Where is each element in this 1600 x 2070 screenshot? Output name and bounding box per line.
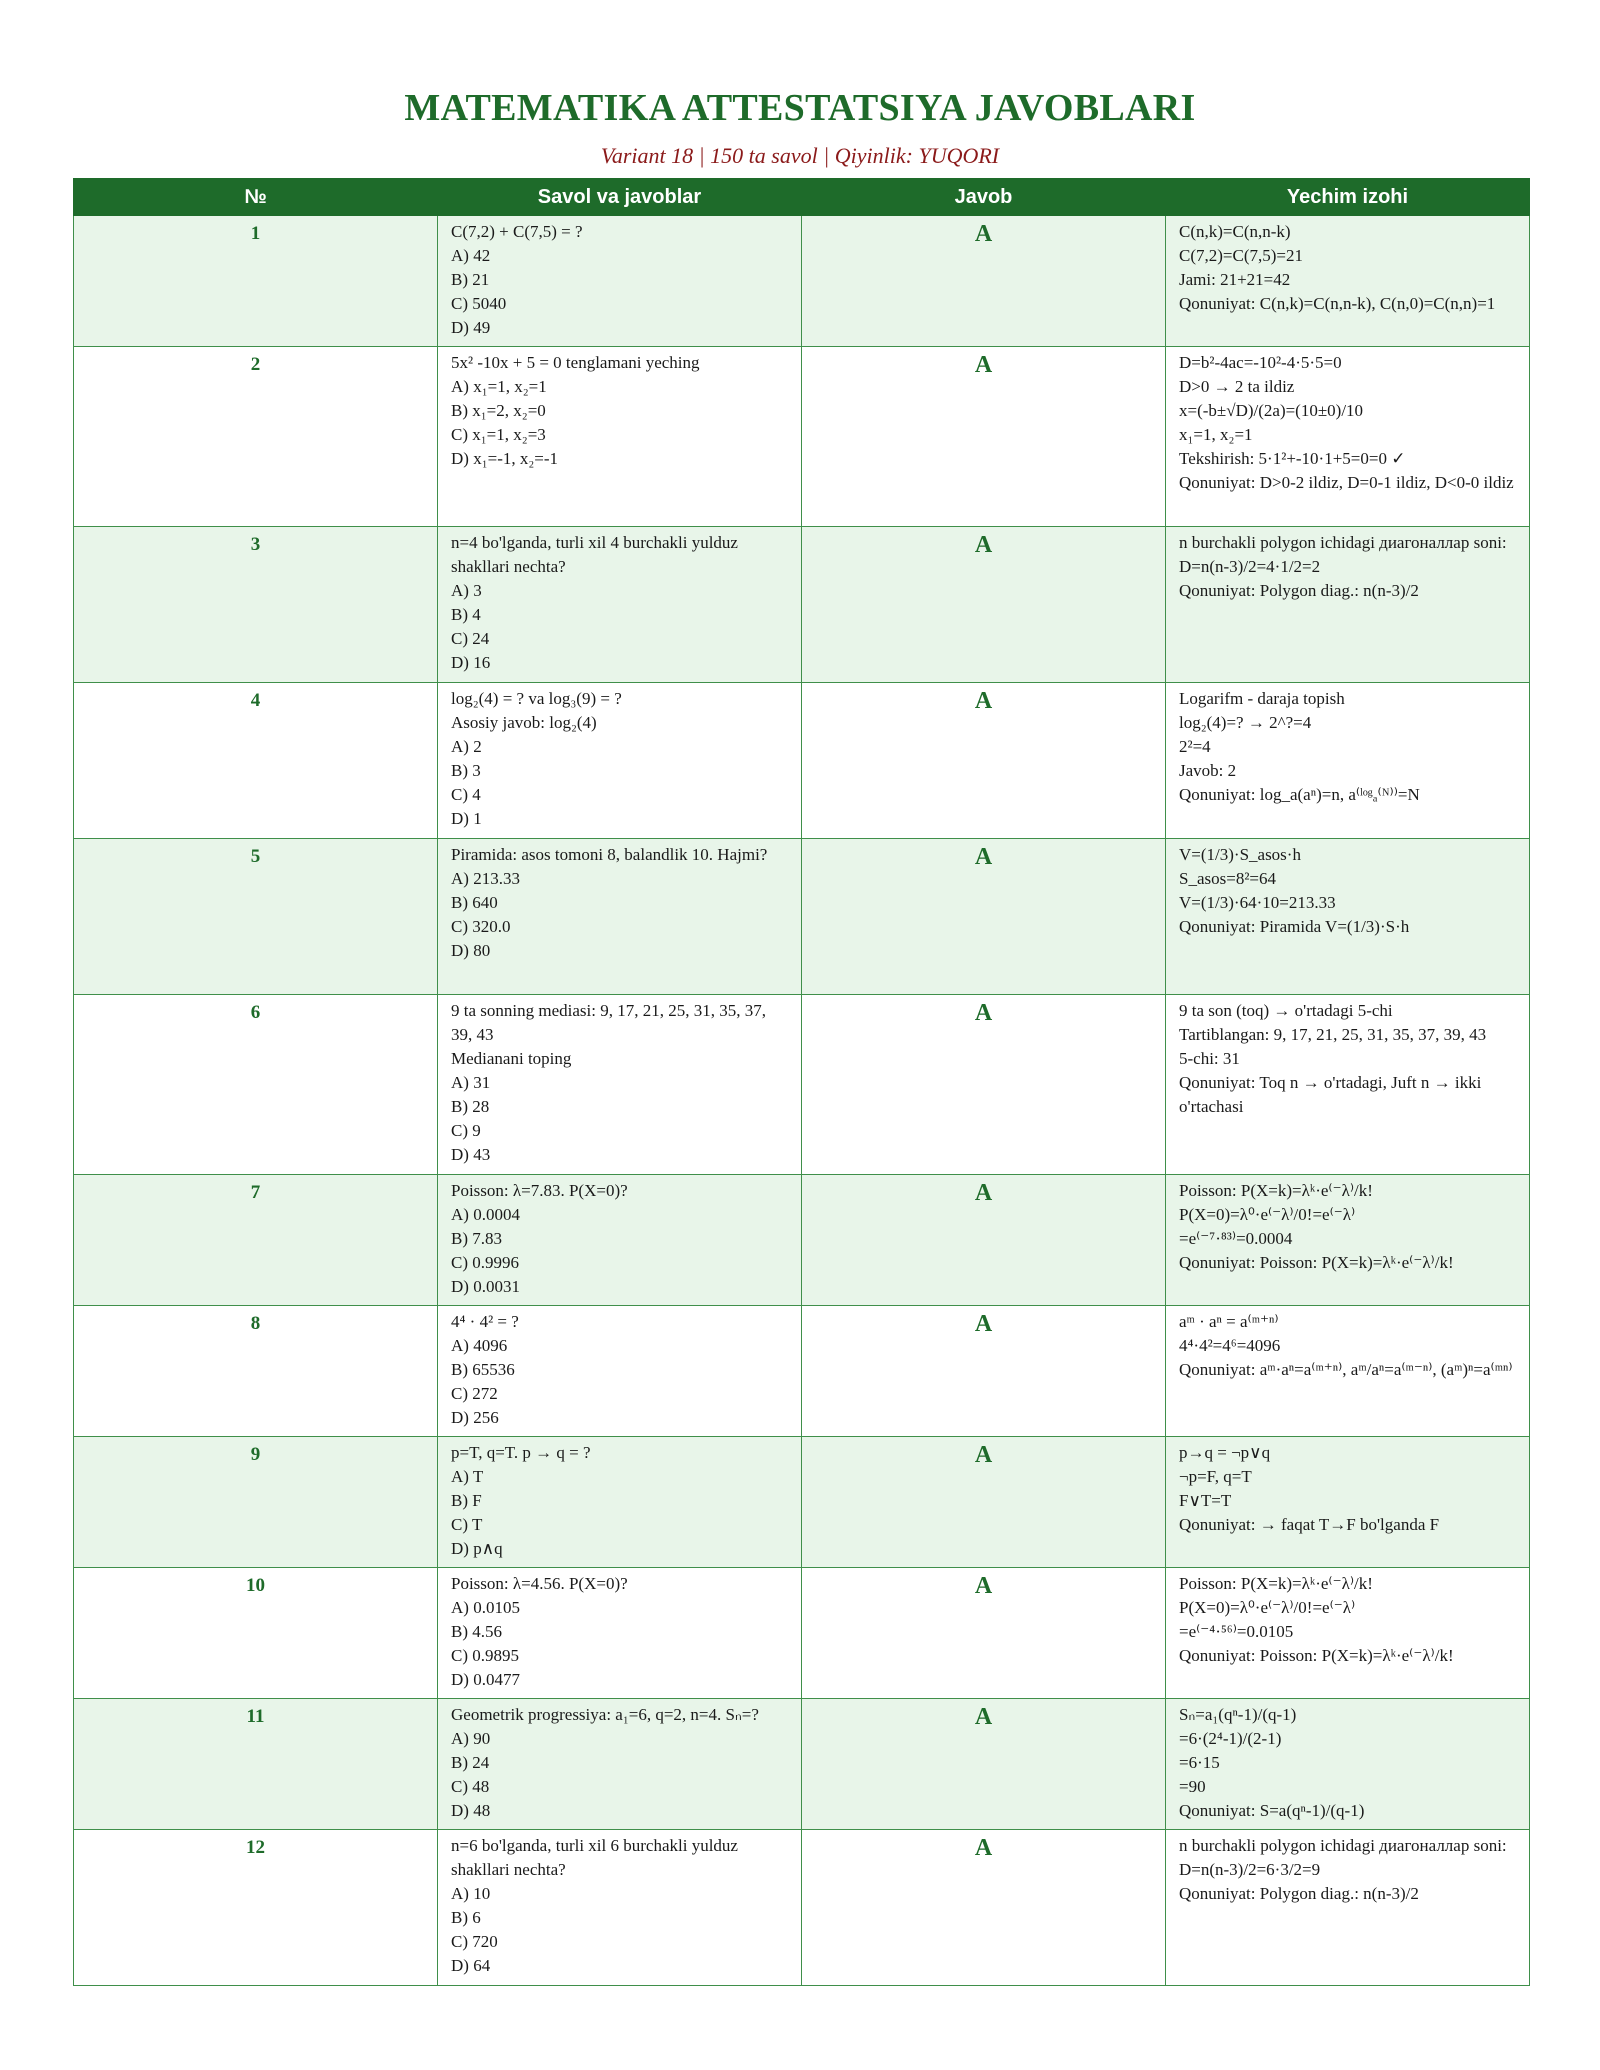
solution-cell bbox=[1166, 995, 1530, 1175]
table-row bbox=[74, 1437, 1530, 1568]
solution-line: Tekshirish: 5·1²+-10·1+5=0=0 ✓ bbox=[1179, 449, 1406, 468]
answer-option: C) 0.9895 bbox=[451, 1646, 519, 1665]
question-number: 9 bbox=[74, 1437, 438, 1568]
solution-line: log₂(4)=? → 2^?=4 bbox=[1179, 713, 1312, 732]
table-row bbox=[74, 995, 1530, 1175]
answer-option: A) 42 bbox=[451, 246, 491, 265]
table-row bbox=[74, 683, 1530, 839]
question-text: Poisson: λ=7.83. P(X=0)? bbox=[451, 1181, 628, 1200]
solution-cell bbox=[1166, 527, 1530, 683]
question-number: 1 bbox=[74, 216, 438, 347]
solution-line: Qonuniyat: Polygon diag.: n(n-3)/2 bbox=[1179, 581, 1419, 600]
solution-line: Qonuniyat: Piramida V=(1/3)·S·h bbox=[1179, 917, 1410, 936]
question-text: 4⁴ · 4² = ? bbox=[451, 1312, 519, 1331]
table-header bbox=[74, 179, 1530, 216]
question-number: 4 bbox=[74, 683, 438, 839]
solution-line: Qonuniyat: aᵐ·aⁿ=a⁽ᵐ⁺ⁿ⁾, aᵐ/aⁿ=a⁽ᵐ⁻ⁿ⁾, (aᵐ)ⁿ=a⁽ᵐⁿ⁾ bbox=[1179, 1360, 1513, 1379]
answer-option: C) 272 bbox=[451, 1384, 498, 1403]
question-cell bbox=[438, 527, 802, 683]
solution-cell bbox=[1166, 839, 1530, 995]
answer-option: C) 24 bbox=[451, 629, 490, 648]
solution-line: Qonuniyat: Poisson: P(X=k)=λᵏ·e⁽⁻λ⁾/k! bbox=[1179, 1646, 1454, 1665]
page-title: MATEMATIKA ATTESTATSIYA JAVOBLARI bbox=[404, 87, 1196, 129]
question-cell bbox=[438, 683, 802, 839]
table-row bbox=[74, 1306, 1530, 1437]
table-row bbox=[74, 347, 1530, 527]
answer-option: Medianani toping bbox=[451, 1049, 572, 1068]
answer-option: D) p∧q bbox=[451, 1539, 503, 1558]
answer-option: C) 4 bbox=[451, 785, 481, 804]
answer-option: B) F bbox=[451, 1491, 482, 1510]
correct-answer: A bbox=[802, 683, 1166, 839]
table-row bbox=[74, 1830, 1530, 1986]
answer-option: D) 256 bbox=[451, 1408, 499, 1427]
answer-option: B) 28 bbox=[451, 1097, 490, 1116]
solution-line: =90 bbox=[1179, 1777, 1206, 1796]
solution-line: Logarifm - daraja topish bbox=[1179, 689, 1345, 708]
question-text: Poisson: λ=4.56. P(X=0)? bbox=[451, 1574, 628, 1593]
correct-answer: A bbox=[802, 995, 1166, 1175]
question-number: 10 bbox=[74, 1568, 438, 1699]
answer-option: C) 0.9996 bbox=[451, 1253, 519, 1272]
solution-line: D=b²-4ac=-10²-4·5·5=0 bbox=[1179, 353, 1342, 372]
table-row bbox=[74, 839, 1530, 995]
table-row bbox=[74, 1175, 1530, 1306]
solution-line: n burchakli polygon ichidagi диагоналлар soni: bbox=[1179, 533, 1507, 552]
solution-line: Qonuniyat: Poisson: P(X=k)=λᵏ·e⁽⁻λ⁾/k! bbox=[1179, 1253, 1454, 1272]
question-text: C(7,2) + C(7,5) = ? bbox=[451, 222, 583, 241]
answer-option: D) 43 bbox=[451, 1145, 491, 1164]
answer-option: A) 31 bbox=[451, 1073, 491, 1092]
solution-line: Tartiblangan: 9, 17, 21, 25, 31, 35, 37, 39, 43 bbox=[1179, 1025, 1487, 1044]
solution-cell bbox=[1166, 1175, 1530, 1306]
answer-option: D) 80 bbox=[451, 941, 491, 960]
header-row bbox=[74, 179, 1530, 216]
answer-option: A) T bbox=[451, 1467, 484, 1486]
solution-line: 9 ta son (toq) → o'rtadagi 5-chi bbox=[1179, 1001, 1393, 1020]
answer-option: B) 6 bbox=[451, 1908, 481, 1927]
solution-line: Qonuniyat: C(n,k)=C(n,n-k), C(n,0)=C(n,n)=1 bbox=[1179, 294, 1496, 313]
question-text: n=6 bo'lganda, turli xil 6 burchakli yulduz shakllari nechta? bbox=[451, 1836, 738, 1879]
solution-line: 5-chi: 31 bbox=[1179, 1049, 1240, 1068]
solution-line: Qonuniyat: Toq n → o'rtadagi, Juft n → ikki o'rtachasi bbox=[1179, 1073, 1482, 1116]
correct-answer: A bbox=[802, 347, 1166, 527]
column-header-question: Savol va javoblar bbox=[438, 179, 802, 216]
solution-line: Javob: 2 bbox=[1179, 761, 1237, 780]
solution-line: 4⁴·4²=4⁶=4096 bbox=[1179, 1336, 1281, 1355]
solution-line: V=(1/3)·S_asos·h bbox=[1179, 845, 1301, 864]
question-cell bbox=[438, 1437, 802, 1568]
answer-option: A) 4096 bbox=[451, 1336, 508, 1355]
answer-option: A) 0.0105 bbox=[451, 1598, 520, 1617]
solution-line: Sₙ=a₁(qⁿ-1)/(q-1) bbox=[1179, 1705, 1297, 1724]
answer-option: C) T bbox=[451, 1515, 483, 1534]
answer-option: D) 48 bbox=[451, 1801, 491, 1820]
answers-table bbox=[73, 178, 1530, 1986]
answer-option: B) 4 bbox=[451, 605, 481, 624]
page-subtitle: Variant 18 | 150 ta savol | Qiyinlik: YUQORI bbox=[600, 143, 1000, 168]
solution-line: ¬p=F, q=T bbox=[1179, 1467, 1252, 1486]
answer-option: A) 90 bbox=[451, 1729, 491, 1748]
correct-answer: A bbox=[802, 1175, 1166, 1306]
solution-line: P(X=0)=λ⁰·e⁽⁻λ⁾/0!=e⁽⁻λ⁾ bbox=[1179, 1598, 1356, 1617]
correct-answer: A bbox=[802, 1568, 1166, 1699]
question-cell bbox=[438, 995, 802, 1175]
answer-option: D) 16 bbox=[451, 653, 491, 672]
answer-option: A) x₁=1, x₂=1 bbox=[451, 377, 547, 396]
question-text: 9 ta sonning mediasi: 9, 17, 21, 25, 31, 35, 37, 39, 43 bbox=[451, 1001, 766, 1044]
answer-option: B) 65536 bbox=[451, 1360, 515, 1379]
question-cell bbox=[438, 1830, 802, 1986]
solution-line: Qonuniyat: D>0-2 ildiz, D=0-1 ildiz, D<0-0 ildiz bbox=[1179, 473, 1514, 492]
solution-line: Jami: 21+21=42 bbox=[1179, 270, 1291, 289]
question-text: log₂(4) = ? va log₃(9) = ? bbox=[451, 689, 622, 708]
solution-line: n burchakli polygon ichidagi диагоналлар soni: bbox=[1179, 1836, 1507, 1855]
answer-option: C) 320.0 bbox=[451, 917, 511, 936]
solution-line: Qonuniyat: Polygon diag.: n(n-3)/2 bbox=[1179, 1884, 1419, 1903]
question-text: 5x² -10x + 5 = 0 tenglamani yeching bbox=[451, 353, 700, 372]
correct-answer: A bbox=[802, 1306, 1166, 1437]
column-header-answer: Javob bbox=[802, 179, 1166, 216]
question-number: 7 bbox=[74, 1175, 438, 1306]
correct-answer: A bbox=[802, 839, 1166, 995]
answer-option: D) 1 bbox=[451, 809, 482, 828]
solution-line: Poisson: P(X=k)=λᵏ·e⁽⁻λ⁾/k! bbox=[1179, 1574, 1373, 1593]
solution-line: D=n(n-3)/2=6·3/2=9 bbox=[1179, 1860, 1321, 1879]
solution-line: D>0 → 2 ta ildiz bbox=[1179, 377, 1295, 396]
question-text: p=T, q=T. p → q = ? bbox=[451, 1443, 591, 1462]
correct-answer: A bbox=[802, 1699, 1166, 1830]
table-row bbox=[74, 1699, 1530, 1830]
question-cell bbox=[438, 216, 802, 347]
answer-option: B) 7.83 bbox=[451, 1229, 502, 1248]
question-text: Geometrik progressiya: a₁=6, q=2, n=4. Sₙ=? bbox=[451, 1705, 759, 1724]
question-text: n=4 bo'lganda, turli xil 4 burchakli yulduz shakllari nechta? bbox=[451, 533, 738, 576]
solution-cell bbox=[1166, 683, 1530, 839]
table-row bbox=[74, 527, 1530, 683]
solution-line: S_asos=8²=64 bbox=[1179, 869, 1277, 888]
solution-line: =e⁽⁻⁴·⁵⁶⁾=0.0105 bbox=[1179, 1622, 1294, 1641]
answer-option: D) 49 bbox=[451, 318, 491, 337]
table-row bbox=[74, 1568, 1530, 1699]
answer-option: A) 213.33 bbox=[451, 869, 520, 888]
correct-answer: A bbox=[802, 1437, 1166, 1568]
solution-line: Poisson: P(X=k)=λᵏ·e⁽⁻λ⁾/k! bbox=[1179, 1181, 1373, 1200]
solution-cell bbox=[1166, 216, 1530, 347]
solution-line: 2²=4 bbox=[1179, 737, 1211, 756]
solution-line: F∨T=T bbox=[1179, 1491, 1232, 1510]
solution-line: aᵐ · aⁿ = a⁽ᵐ⁺ⁿ⁾ bbox=[1179, 1312, 1279, 1331]
question-number: 11 bbox=[74, 1699, 438, 1830]
question-cell bbox=[438, 1175, 802, 1306]
answer-option: Asosiy javob: log₂(4) bbox=[451, 713, 597, 732]
correct-answer: A bbox=[802, 216, 1166, 347]
solution-cell bbox=[1166, 1437, 1530, 1568]
answer-option: B) 24 bbox=[451, 1753, 490, 1772]
solution-line: D=n(n-3)/2=4·1/2=2 bbox=[1179, 557, 1321, 576]
answer-option: A) 10 bbox=[451, 1884, 491, 1903]
answer-option: B) 21 bbox=[451, 270, 490, 289]
solution-cell bbox=[1166, 1699, 1530, 1830]
solution-line: Qonuniyat: → faqat T→F bo'lganda F bbox=[1179, 1515, 1440, 1534]
question-cell bbox=[438, 1306, 802, 1437]
solution-line: P(X=0)=λ⁰·e⁽⁻λ⁾/0!=e⁽⁻λ⁾ bbox=[1179, 1205, 1356, 1224]
question-number: 5 bbox=[74, 839, 438, 995]
question-cell bbox=[438, 347, 802, 527]
question-cell bbox=[438, 1699, 802, 1830]
correct-answer: A bbox=[802, 1830, 1166, 1986]
answer-option: D) x₁=-1, x₂=-1 bbox=[451, 449, 559, 468]
solution-cell bbox=[1166, 1568, 1530, 1699]
solution-cell bbox=[1166, 1306, 1530, 1437]
answer-option: B) 3 bbox=[451, 761, 481, 780]
question-number: 2 bbox=[74, 347, 438, 527]
solution-line: =e⁽⁻⁷·⁸³⁾=0.0004 bbox=[1179, 1229, 1293, 1248]
solution-line: =6·(2⁴-1)/(2-1) bbox=[1179, 1729, 1282, 1748]
answer-option: A) 0.0004 bbox=[451, 1205, 520, 1224]
correct-answer: A bbox=[802, 527, 1166, 683]
answer-option: C) x₁=1, x₂=3 bbox=[451, 425, 546, 444]
question-number: 3 bbox=[74, 527, 438, 683]
solution-line: x₁=1, x₂=1 bbox=[1179, 425, 1253, 444]
answer-option: C) 9 bbox=[451, 1121, 481, 1140]
answer-option: D) 0.0477 bbox=[451, 1670, 520, 1689]
answer-option: C) 48 bbox=[451, 1777, 490, 1796]
column-header-number: № bbox=[74, 179, 438, 216]
solution-line: Qonuniyat: log_a(aⁿ)=n, a⁽ˡᵒᵍₐ⁽ᴺ⁾⁾=N bbox=[1179, 785, 1420, 804]
solution-line: p→q = ¬p∨q bbox=[1179, 1443, 1271, 1462]
solution-line: Qonuniyat: S=a(qⁿ-1)/(q-1) bbox=[1179, 1801, 1365, 1820]
solution-line: x=(-b±√D)/(2a)=(10±0)/10 bbox=[1179, 401, 1364, 420]
question-number: 6 bbox=[74, 995, 438, 1175]
answer-option: A) 3 bbox=[451, 581, 482, 600]
answer-option: D) 0.0031 bbox=[451, 1277, 520, 1296]
answer-option: B) x₁=2, x₂=0 bbox=[451, 401, 546, 420]
table-body bbox=[74, 216, 1530, 1986]
answer-option: C) 5040 bbox=[451, 294, 507, 313]
column-header-solution: Yechim izohi bbox=[1166, 179, 1530, 216]
question-cell bbox=[438, 1568, 802, 1699]
solution-cell bbox=[1166, 347, 1530, 527]
question-number: 8 bbox=[74, 1306, 438, 1437]
table-row bbox=[74, 216, 1530, 347]
solution-line: C(7,2)=C(7,5)=21 bbox=[1179, 246, 1303, 265]
question-cell bbox=[438, 839, 802, 995]
answer-option: D) 64 bbox=[451, 1956, 491, 1975]
solution-line: C(n,k)=C(n,n-k) bbox=[1179, 222, 1291, 241]
question-text: Piramida: asos tomoni 8, balandlik 10. Hajmi? bbox=[451, 845, 768, 864]
question-number: 12 bbox=[74, 1830, 438, 1986]
answer-option: A) 2 bbox=[451, 737, 482, 756]
answer-option: B) 4.56 bbox=[451, 1622, 502, 1641]
answer-option: C) 720 bbox=[451, 1932, 498, 1951]
solution-line: =6·15 bbox=[1179, 1753, 1220, 1772]
solution-cell bbox=[1166, 1830, 1530, 1986]
answer-option: B) 640 bbox=[451, 893, 498, 912]
solution-line: V=(1/3)·64·10=213.33 bbox=[1179, 893, 1336, 912]
